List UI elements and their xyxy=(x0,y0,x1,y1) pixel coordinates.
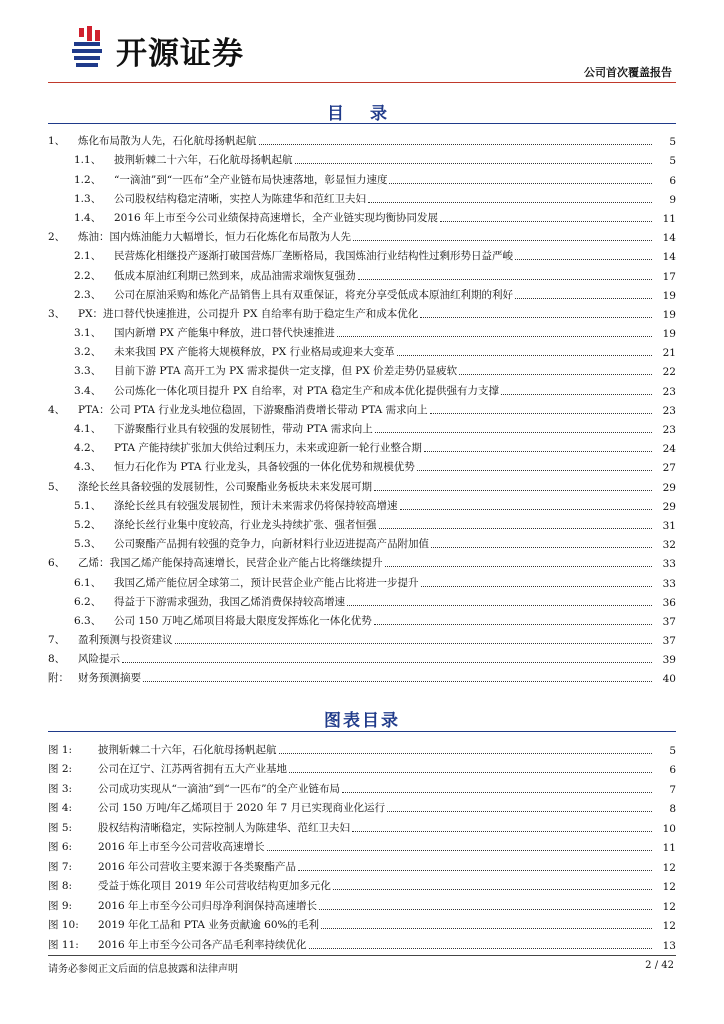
dot-leader xyxy=(515,259,652,260)
dot-leader xyxy=(421,586,653,587)
dot-leader xyxy=(400,509,653,510)
figure-entry[interactable] xyxy=(48,757,676,777)
entry-page: 9 xyxy=(669,193,676,206)
dot-leader xyxy=(289,772,652,773)
entry-page: 40 xyxy=(662,673,676,686)
entry-page: 19 xyxy=(662,289,676,302)
entry-number: 8、 xyxy=(48,653,66,666)
entry-title: 公司在原油采购和炼化产品销售上具有双重保证，将充分享受低成本原油红利期的利好 xyxy=(114,288,513,301)
entry-page: 29 xyxy=(662,500,676,513)
entry-title: 公司股权结构稳定清晰，实控人为陈建华和范红卫夫妇 xyxy=(114,192,366,205)
entry-title: 公司成功实现从“一滴油”到“一匹布”的全产业链布局 xyxy=(98,782,340,795)
toc-entry[interactable] xyxy=(48,129,676,148)
entry-title: 2016 年上市至今公司归母净利润保持高速增长 xyxy=(98,899,318,912)
brand-name: 开源证券 xyxy=(116,36,244,72)
toc-entry[interactable] xyxy=(48,398,676,417)
entry-number: 图 4: xyxy=(48,802,73,814)
dot-leader xyxy=(143,681,652,682)
dot-leader xyxy=(295,163,653,164)
figure-entry[interactable] xyxy=(48,893,676,913)
entry-number: 6、 xyxy=(48,557,66,570)
dot-leader xyxy=(122,662,652,663)
entry-title: 披荆斩棘二十六年，石化航母扬帆起航 xyxy=(114,154,293,167)
entry-page: 6 xyxy=(669,764,676,776)
entry-page: 11 xyxy=(662,212,676,225)
entry-title: PTA 产能持续扩张加大供给过剩压力，未来或迎新一轮行业整合期 xyxy=(114,442,422,455)
entry-page: 6 xyxy=(669,174,676,187)
toc-entry[interactable] xyxy=(48,225,676,244)
entry-number: 3、 xyxy=(48,307,66,320)
figure-entry[interactable] xyxy=(48,874,676,894)
figure-entry[interactable] xyxy=(48,815,676,835)
toc-heading-divider xyxy=(48,123,676,124)
entry-page: 24 xyxy=(662,443,676,456)
entry-number: 图 11: xyxy=(48,938,79,951)
toc-entry[interactable] xyxy=(48,436,676,455)
entry-page: 5 xyxy=(669,136,676,149)
dot-leader xyxy=(501,394,652,395)
entry-title: 公司聚酯产品拥有较强的竞争力，向新材料行业迈进提高产品附加值 xyxy=(114,538,429,551)
figure-entry[interactable] xyxy=(48,932,676,952)
entry-page: 19 xyxy=(662,308,676,321)
header-divider xyxy=(48,82,676,83)
toc-entry[interactable] xyxy=(48,321,676,340)
entry-number: 图 8: xyxy=(48,880,73,892)
report-type: 公司首次覆盖报告 xyxy=(584,66,672,79)
dot-leader xyxy=(374,490,652,491)
page-number: 2 / 42 xyxy=(645,960,674,971)
entry-title: PTA：公司 PTA 行业龙头地位稳固，下游聚酯消费增长带动 PTA 需求向上 xyxy=(78,403,428,416)
entry-page: 23 xyxy=(662,404,676,417)
entry-title: 2016 年上市至今公司营收高速增长 xyxy=(98,841,265,853)
dot-leader xyxy=(374,624,652,625)
toc-entry[interactable] xyxy=(48,263,676,282)
dot-leader xyxy=(440,221,652,222)
toc-entry[interactable] xyxy=(48,302,676,321)
dot-leader xyxy=(417,470,652,471)
figures-heading-divider xyxy=(48,731,676,732)
entry-number: 4.2、 xyxy=(74,442,102,455)
entry-title: 国内新增 PX 产能集中释放，进口替代快速推进 xyxy=(114,327,335,340)
toc-entry[interactable] xyxy=(48,359,676,378)
footer-disclaimer: 请务必参阅正文后面的信息披露和法律声明 xyxy=(48,964,238,975)
entry-page: 37 xyxy=(662,635,676,648)
dot-leader xyxy=(358,279,653,280)
entry-title: 炼油：国内炼油能力大幅增长，恒力石化炼化布局散为人先 xyxy=(78,231,351,244)
entry-number: 1.2、 xyxy=(74,173,102,186)
entry-number: 1、 xyxy=(48,135,66,148)
entry-number: 3.3、 xyxy=(74,365,102,378)
toc-entry[interactable] xyxy=(48,417,676,436)
entry-page: 37 xyxy=(662,615,676,628)
entry-title: 公司 150 万吨乙烯项目将最大限度发挥炼化一体化优势 xyxy=(114,614,372,627)
entry-title: 披荆斩棘二十六年，石化航母扬帆起航 xyxy=(98,743,277,756)
dot-leader xyxy=(375,432,652,433)
entry-page: 14 xyxy=(662,251,676,264)
dot-leader xyxy=(342,792,652,793)
entry-title: 民营炼化相继投产逐渐打破国营炼厂垄断格局，我国炼油行业结构性过剩形势日益严峻 xyxy=(114,250,513,263)
entry-number: 附： xyxy=(48,672,69,685)
entry-number: 2.1、 xyxy=(74,250,102,263)
entry-page: 22 xyxy=(662,366,676,379)
dot-leader xyxy=(259,144,653,145)
toc-entry[interactable] xyxy=(48,513,676,532)
page-header xyxy=(0,0,724,82)
entry-number: 6.1、 xyxy=(74,576,102,589)
dot-leader xyxy=(430,413,652,414)
entry-number: 图 7: xyxy=(48,860,73,873)
entry-number: 图 2: xyxy=(48,763,73,775)
toc-entry[interactable] xyxy=(48,455,676,474)
entry-page: 8 xyxy=(669,803,676,815)
table-of-contents xyxy=(48,129,676,685)
entry-number: 图 9: xyxy=(48,899,73,912)
entry-title: 财务预测摘要 xyxy=(78,672,141,685)
entry-title: 乙烯：我国乙烯产能保持高速增长，民营企业产能占比将继续提升 xyxy=(78,557,383,570)
entry-title: 未来我国 PX 产能将大规模释放，PX 行业格局或迎来大变革 xyxy=(114,346,395,359)
entry-title: 目前下游 PTA 高开工为 PX 需求提供一定支撑，但 PX 价差走势仍显疲软 xyxy=(114,365,458,378)
entry-page: 12 xyxy=(662,920,676,932)
entry-page: 11 xyxy=(662,842,676,854)
figure-entry[interactable] xyxy=(48,854,676,874)
toc-entry[interactable] xyxy=(48,628,676,647)
brand-logo xyxy=(70,26,270,70)
toc-entry[interactable] xyxy=(48,647,676,666)
dot-leader xyxy=(379,528,653,529)
entry-page: 29 xyxy=(662,481,676,494)
entry-page: 31 xyxy=(662,519,676,532)
figure-entry[interactable] xyxy=(48,796,676,816)
figure-entry[interactable] xyxy=(48,835,676,855)
entry-title: 风险提示 xyxy=(78,653,120,666)
entry-title: 涤纶长丝行业集中度较高，行业龙头持续扩张、强者恒强 xyxy=(114,518,377,531)
entry-number: 图 5: xyxy=(48,821,73,834)
entry-title: 涤纶长丝具备较强的发展韧性，公司聚酯业务板块未来发展可期 xyxy=(78,480,372,493)
entry-title: 股权结构清晰稳定，实际控制人为陈建华、范红卫夫妇 xyxy=(98,821,350,834)
toc-entry[interactable] xyxy=(48,570,676,589)
entry-page: 36 xyxy=(662,596,676,609)
entry-number: 5.2、 xyxy=(74,518,102,531)
toc-entry[interactable] xyxy=(48,532,676,551)
entry-number: 1.3、 xyxy=(74,192,102,205)
toc-entry[interactable] xyxy=(48,340,676,359)
entry-title: 2016 年上市至今公司业绩保持高速增长，全产业链实现均衡协同发展 xyxy=(114,211,439,224)
entry-page: 12 xyxy=(662,861,676,874)
entry-page: 5 xyxy=(669,744,676,757)
entry-title: 低成本原油红利期已然到来，成品油需求端恢复强劲 xyxy=(114,269,356,282)
dot-leader xyxy=(515,298,652,299)
entry-page: 19 xyxy=(662,328,676,341)
toc-entry[interactable] xyxy=(48,187,676,206)
entry-number: 5、 xyxy=(48,480,66,493)
entry-title: 2016 年上市至今公司各产品毛利率持续优化 xyxy=(98,938,307,951)
entry-title: 得益于下游需求强劲，我国乙烯消费保持较高增速 xyxy=(114,595,345,608)
entry-number: 2.3、 xyxy=(74,288,102,301)
entry-number: 图 3: xyxy=(48,782,73,795)
entry-number: 图 6: xyxy=(48,841,73,853)
dot-leader xyxy=(353,240,652,241)
entry-number: 3.2、 xyxy=(74,346,102,359)
entry-page: 17 xyxy=(662,270,676,283)
entry-number: 5.3、 xyxy=(74,538,102,551)
entry-page: 27 xyxy=(662,462,676,475)
entry-title: 涤纶长丝具有较强发展韧性，预计未来需求仍将保持较高增速 xyxy=(114,499,398,512)
entry-page: 23 xyxy=(662,424,676,436)
entry-title: 2016 年公司营收主要来源于各类聚酯产品 xyxy=(98,860,297,873)
entry-title: “一滴油”到“一匹布”全产业链布局快速落地，彰显恒力速度 xyxy=(114,173,388,186)
entry-page: 10 xyxy=(662,822,676,835)
entry-page: 12 xyxy=(662,900,676,913)
entry-number: 4.3、 xyxy=(74,461,102,474)
dot-leader xyxy=(347,605,652,606)
entry-number: 3.1、 xyxy=(74,327,102,340)
list-of-figures xyxy=(48,737,676,952)
toc-entry[interactable] xyxy=(48,148,676,167)
entry-number: 1.1、 xyxy=(74,154,102,167)
entry-number: 5.1、 xyxy=(74,499,102,512)
entry-title: 恒力石化作为 PTA 行业龙头，具备较强的一体化优势和规模优势 xyxy=(114,461,415,474)
entry-title: 受益于炼化项目 2019 年公司营收结构更加多元化 xyxy=(98,880,331,892)
toc-entry[interactable] xyxy=(48,167,676,186)
entry-page: 21 xyxy=(662,347,676,360)
dot-leader xyxy=(385,566,653,567)
entry-page: 12 xyxy=(662,881,676,893)
footer-divider xyxy=(48,955,676,956)
entry-page: 13 xyxy=(662,939,676,952)
dot-leader xyxy=(309,948,652,949)
entry-number: 图 1: xyxy=(48,743,73,756)
dot-leader xyxy=(333,889,652,890)
entry-title: 公司炼化一体化项目提升 PX 自给率，对 PTA 稳定生产和成本优化提供强有力支撑 xyxy=(114,384,499,397)
entry-page: 32 xyxy=(662,539,676,552)
entry-number: 4.1、 xyxy=(74,423,102,435)
dot-leader xyxy=(424,451,652,452)
toc-heading: 目 录 xyxy=(327,104,397,124)
entry-page: 33 xyxy=(662,558,676,571)
toc-entry[interactable] xyxy=(48,474,676,493)
dot-leader xyxy=(431,547,652,548)
entry-number: 6.3、 xyxy=(74,614,102,627)
entry-title: PX：进口替代快速推进，公司提升 PX 自给率有助于稳定生产和成本优化 xyxy=(78,307,419,320)
entry-number: 4、 xyxy=(48,403,66,416)
entry-title: 下游聚酯行业具有较强的发展韧性，带动 PTA 需求向上 xyxy=(114,423,373,435)
entry-title: 我国乙烯产能位居全球第二，预计民营企业产能占比将进一步提升 xyxy=(114,576,419,589)
toc-entry[interactable] xyxy=(48,244,676,263)
entry-page: 14 xyxy=(662,232,676,245)
entry-title: 公司 150 万吨/年乙烯项目于 2020 年 7 月已实现商业化运行 xyxy=(98,802,386,814)
entry-page: 39 xyxy=(662,654,676,667)
toc-entry[interactable] xyxy=(48,590,676,609)
entry-number: 7、 xyxy=(48,634,66,647)
toc-entry[interactable] xyxy=(48,609,676,628)
dot-leader xyxy=(389,183,652,184)
dot-leader xyxy=(298,870,652,871)
entry-number: 1.4、 xyxy=(74,211,102,224)
entry-title: 2019 年化工品和 PTA 业务贡献逾 60%的毛利 xyxy=(98,919,319,931)
figures-heading: 图表目录 xyxy=(324,711,400,731)
entry-page: 33 xyxy=(662,577,676,590)
entry-number: 6.2、 xyxy=(74,595,102,608)
dot-leader xyxy=(337,336,652,337)
toc-entry[interactable] xyxy=(48,206,676,225)
entry-page: 23 xyxy=(662,385,676,398)
entry-title: 炼化布局散为人先，石化航母扬帆起航 xyxy=(78,135,257,148)
dot-leader xyxy=(420,317,652,318)
toc-entry[interactable] xyxy=(48,666,676,685)
entry-number: 2.2、 xyxy=(74,269,102,282)
figure-entry[interactable] xyxy=(48,913,676,933)
toc-entry[interactable] xyxy=(48,551,676,570)
dot-leader xyxy=(175,643,653,644)
entry-page: 5 xyxy=(669,155,676,168)
brand-logo-icon xyxy=(70,26,108,70)
toc-entry[interactable] xyxy=(48,283,676,302)
toc-entry[interactable] xyxy=(48,378,676,397)
dot-leader xyxy=(319,909,652,910)
dot-leader xyxy=(459,374,652,375)
entry-title: 公司在辽宁、江苏两省拥有五大产业基地 xyxy=(98,763,287,775)
dot-leader xyxy=(321,928,652,929)
dot-leader xyxy=(397,355,652,356)
dot-leader xyxy=(279,753,653,754)
dot-leader xyxy=(352,831,652,832)
figure-entry[interactable] xyxy=(48,737,676,757)
toc-entry[interactable] xyxy=(48,494,676,513)
entry-number: 图 10: xyxy=(48,919,79,931)
entry-title: 盈利预测与投资建议 xyxy=(78,634,173,647)
entry-page: 7 xyxy=(669,783,676,796)
dot-leader xyxy=(387,811,652,812)
entry-number: 3.4、 xyxy=(74,384,102,397)
entry-number: 2、 xyxy=(48,231,66,244)
figure-entry[interactable] xyxy=(48,776,676,796)
dot-leader xyxy=(368,202,652,203)
dot-leader xyxy=(267,850,652,851)
